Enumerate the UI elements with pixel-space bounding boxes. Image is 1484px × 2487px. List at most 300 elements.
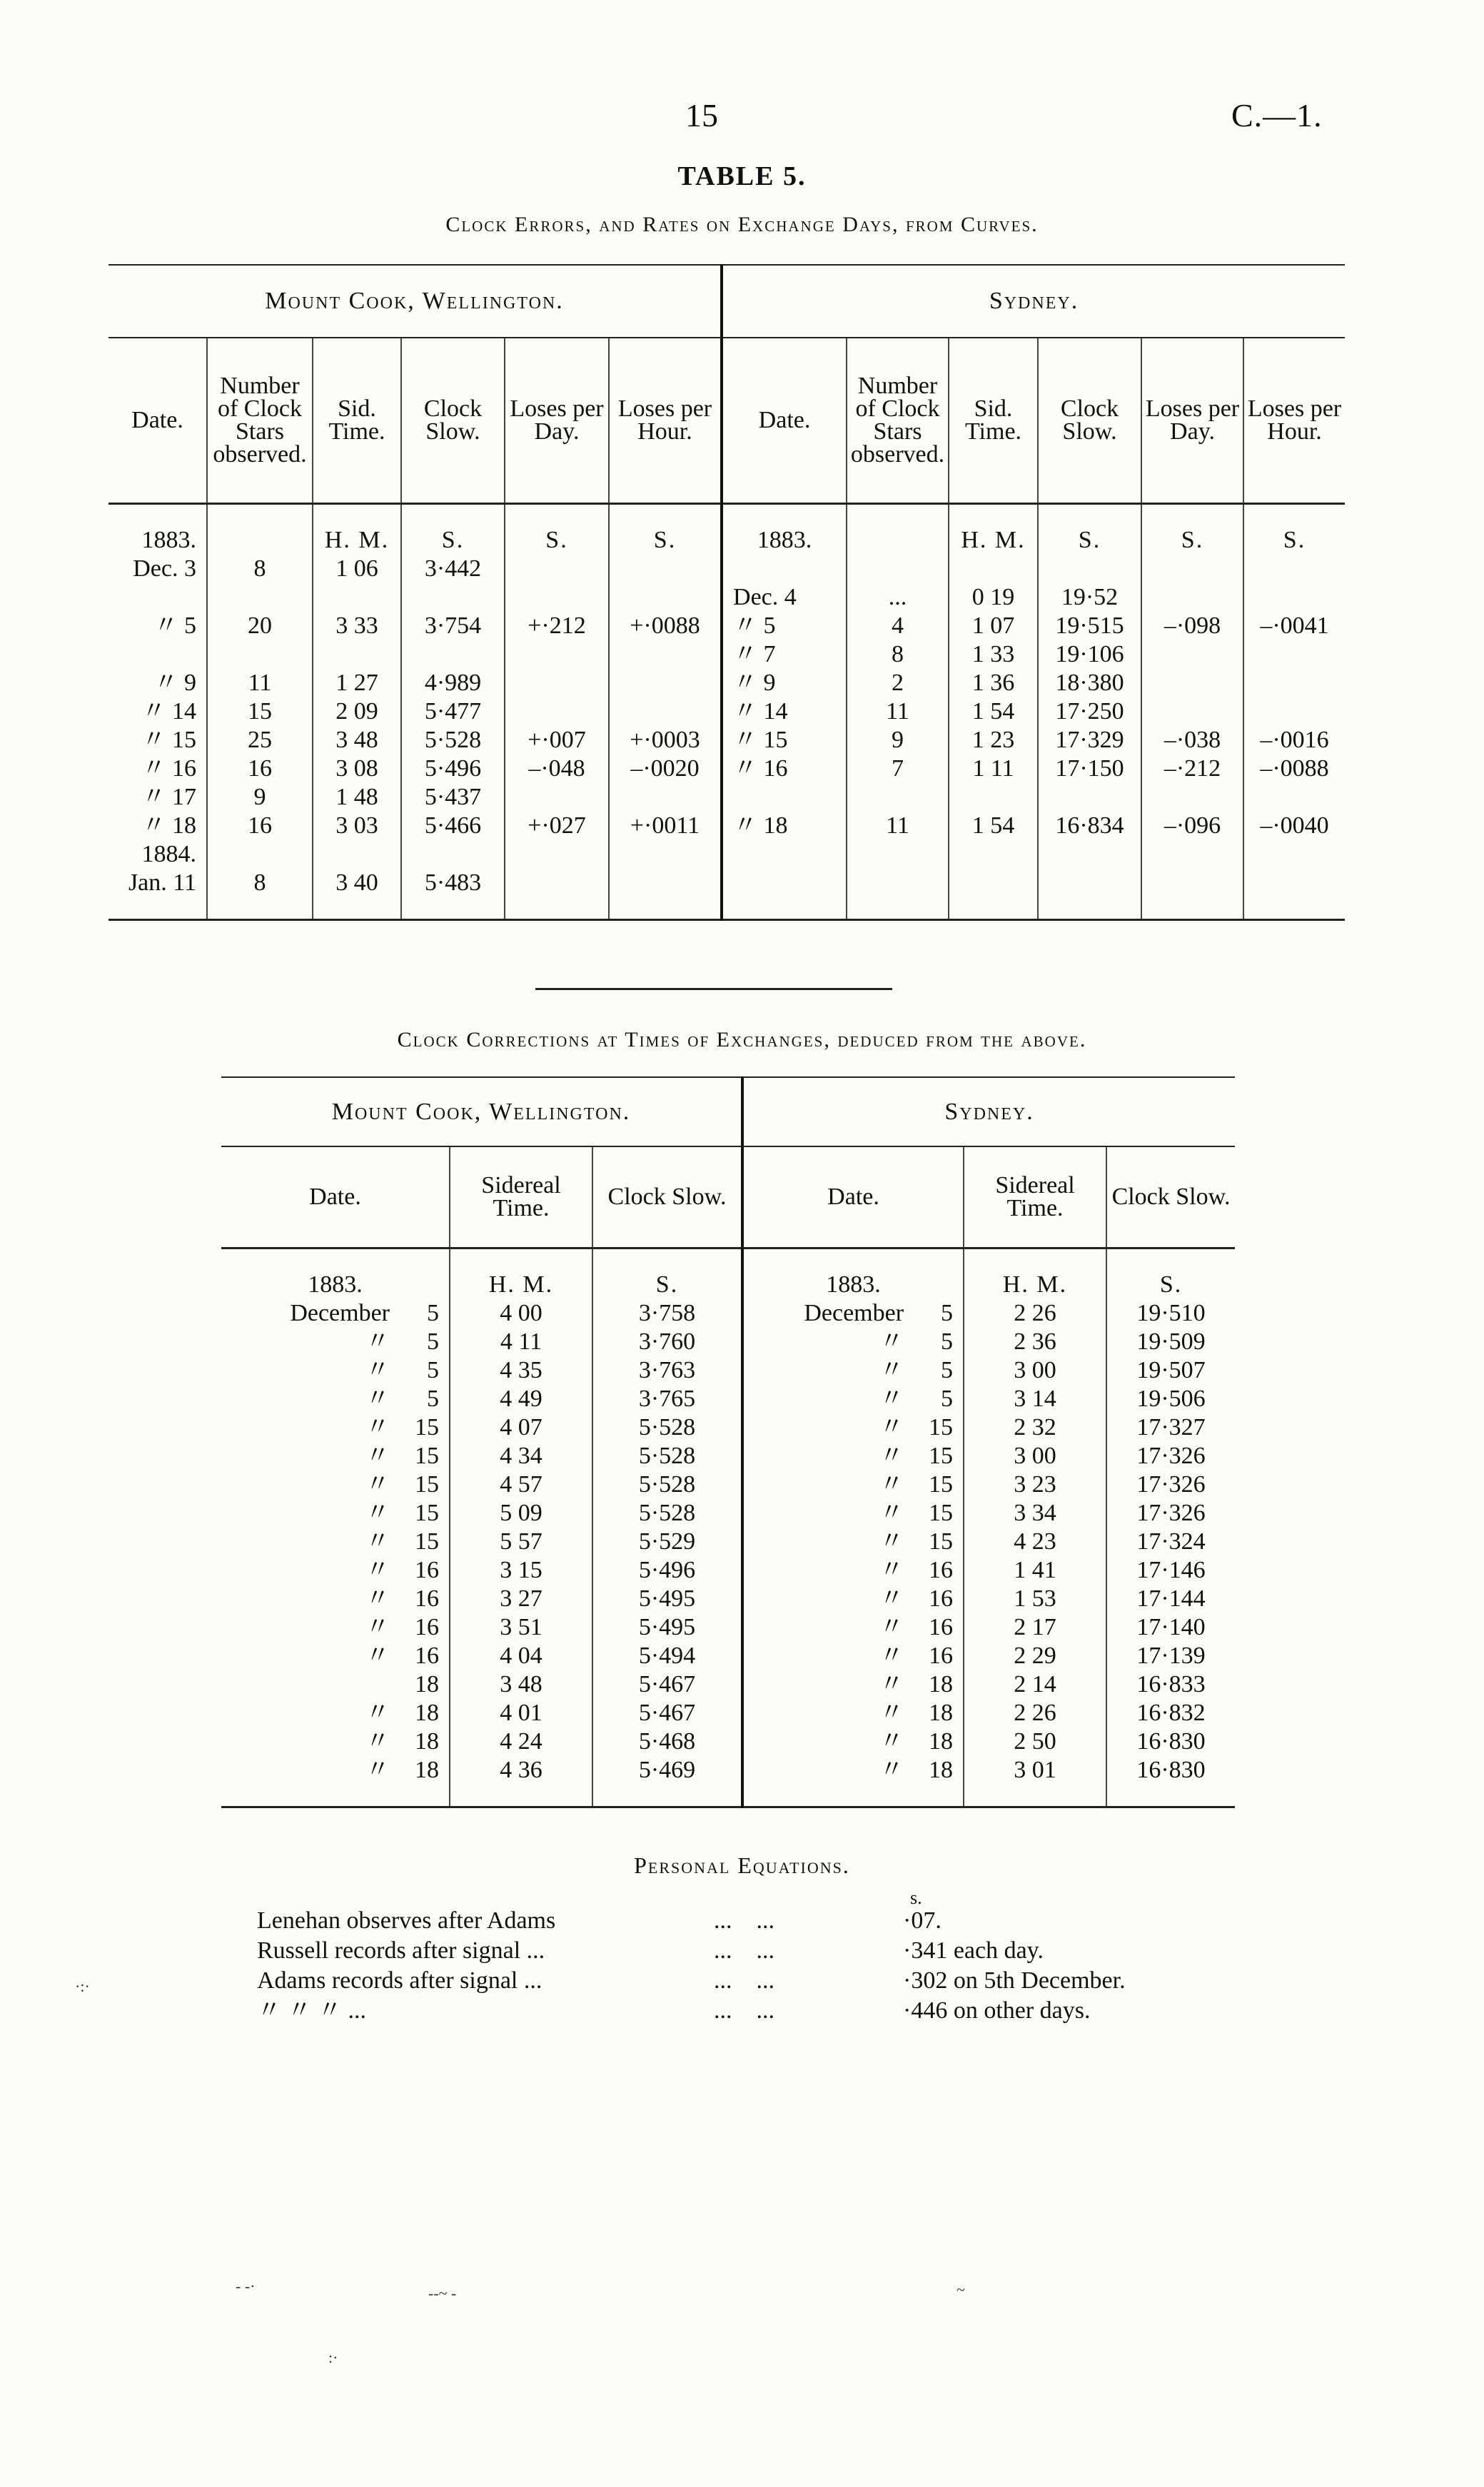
cell-sidereal-time: 3 01 bbox=[964, 1756, 1106, 1785]
unit-label: S. bbox=[592, 1271, 742, 1299]
unit-label: S. bbox=[505, 526, 609, 555]
clock-errors-table bbox=[108, 264, 1345, 921]
cell-loses-per-hour bbox=[1243, 697, 1345, 726]
cell-loses-per-day bbox=[1141, 583, 1243, 612]
unit-label: S. bbox=[1038, 526, 1141, 555]
cell-sid-time: 1 27 bbox=[313, 669, 401, 697]
cell-clock-slow bbox=[401, 583, 505, 612]
cell-sidereal-time: 5 09 bbox=[450, 1499, 592, 1528]
personal-equation-item bbox=[257, 1996, 1256, 2026]
cell-clock-slow: 16·834 bbox=[1038, 812, 1141, 840]
table-row bbox=[108, 783, 1345, 812]
cell-month: 〃 bbox=[879, 1557, 904, 1583]
cell-sidereal-time: 3 51 bbox=[450, 1613, 592, 1642]
cell-clock-slow: 16·833 bbox=[1136, 1671, 1206, 1697]
cell-sidereal-time: 1 53 bbox=[964, 1585, 1106, 1613]
table-row bbox=[221, 1699, 1235, 1727]
cell-loses-per-hour bbox=[1243, 583, 1345, 612]
cell-day: 16 bbox=[400, 1556, 450, 1585]
cell-day: 16 bbox=[914, 1556, 964, 1585]
cell-clock-slow: 5·468 bbox=[592, 1727, 742, 1756]
equation-value: ·07. bbox=[903, 1907, 942, 1934]
corrections-caption: Clock Corrections at Times of Exchanges, deduced from the above. bbox=[397, 1028, 1087, 1051]
group-mount-cook: Mount Cook, Wellington. bbox=[221, 1077, 742, 1146]
cell-month: 〃 bbox=[879, 1386, 904, 1412]
cell-day: 5 bbox=[914, 1299, 964, 1328]
cell-loses-per-day bbox=[505, 783, 609, 812]
cell-loses-per-hour bbox=[1243, 555, 1345, 583]
leader-dots: ... ... bbox=[714, 1967, 774, 1994]
cell-number-stars: 16 bbox=[207, 812, 313, 840]
cell-sid-time: 1 48 bbox=[313, 783, 401, 812]
personal-equation-item bbox=[257, 1936, 1256, 1966]
table-row bbox=[221, 1642, 1235, 1670]
cell-date: 〃 17 bbox=[108, 783, 207, 812]
cell-loses-per-day bbox=[505, 555, 609, 583]
col-header-loses-per-hour: Loses per Hour. bbox=[609, 338, 722, 504]
cell-sidereal-time: 3 23 bbox=[964, 1470, 1106, 1499]
col-header-sidereal-time: Sidereal Time. bbox=[964, 1146, 1106, 1248]
document-reference: C.—1. bbox=[1231, 97, 1323, 133]
cell-sid-time bbox=[313, 840, 401, 869]
cell-sidereal-time: 3 48 bbox=[450, 1670, 592, 1699]
cell-date bbox=[108, 640, 207, 669]
cell-day: 18 bbox=[400, 1670, 450, 1699]
cell-number-stars: 11 bbox=[847, 812, 949, 840]
cell-clock-slow: 17·146 bbox=[1136, 1557, 1206, 1583]
cell-number-stars: 15 bbox=[207, 697, 313, 726]
cell-month: 〃 bbox=[879, 1757, 904, 1783]
cell-month: 〃 bbox=[365, 1528, 390, 1555]
unit-label: H. M. bbox=[964, 1271, 1106, 1299]
cell-day: 15 bbox=[400, 1528, 450, 1556]
cell-sidereal-time: 4 24 bbox=[450, 1727, 592, 1756]
cell-sidereal-time: 4 07 bbox=[450, 1413, 592, 1442]
cell-number-stars: 11 bbox=[207, 669, 313, 697]
cell-day: 5 bbox=[400, 1328, 450, 1356]
cell-month: 〃 bbox=[879, 1585, 904, 1612]
equation-value: ·446 on other days. bbox=[903, 1997, 1091, 2024]
cell-sidereal-time: 3 34 bbox=[964, 1499, 1106, 1528]
group-mount-cook: Mount Cook, Wellington. bbox=[108, 265, 722, 338]
table-row bbox=[108, 640, 1345, 669]
table-row bbox=[108, 812, 1345, 840]
cell-day: 18 bbox=[400, 1699, 450, 1727]
cell-sid-time: 0 19 bbox=[949, 583, 1038, 612]
table-row bbox=[108, 612, 1345, 640]
cell-sidereal-time: 4 04 bbox=[450, 1642, 592, 1670]
table-row bbox=[221, 1499, 1235, 1528]
cell-loses-per-day: –·048 bbox=[505, 755, 609, 783]
table-row bbox=[221, 1670, 1235, 1699]
cell-day: 15 bbox=[914, 1470, 964, 1499]
cell-loses-per-hour bbox=[1243, 869, 1345, 897]
cell-month: 〃 bbox=[879, 1528, 904, 1555]
cell-date: 〃 15 bbox=[722, 726, 847, 755]
personal-equation-item bbox=[257, 1966, 1256, 1996]
cell-clock-slow: 19·510 bbox=[1136, 1300, 1206, 1326]
unit-label: S. bbox=[1283, 527, 1306, 553]
table-row bbox=[221, 1413, 1235, 1442]
table-row bbox=[221, 1756, 1235, 1785]
cell-number-stars: 11 bbox=[847, 697, 949, 726]
cell-loses-per-hour: –·0020 bbox=[609, 755, 722, 783]
cell-clock-slow: 17·140 bbox=[1136, 1614, 1206, 1640]
cell-day: 15 bbox=[914, 1528, 964, 1556]
cell-date: 〃 16 bbox=[722, 755, 847, 783]
cell-sid-time bbox=[313, 583, 401, 612]
cell-sid-time: 3 33 bbox=[313, 612, 401, 640]
clock-corrections-table bbox=[221, 1076, 1235, 1808]
table-row bbox=[108, 583, 1345, 612]
cell-loses-per-hour bbox=[609, 669, 722, 697]
cell-date: 〃 9 bbox=[722, 669, 847, 697]
cell-loses-per-day: +·027 bbox=[505, 812, 609, 840]
cell-loses-per-day: –·096 bbox=[1141, 812, 1243, 840]
cell-clock-slow: 5·528 bbox=[401, 726, 505, 755]
personal-equations-title: Personal Equations. bbox=[634, 1852, 850, 1878]
cell-loses-per-day: –·098 bbox=[1141, 612, 1243, 640]
cell-date: 〃 5 bbox=[722, 612, 847, 640]
cell-loses-per-hour: –·0041 bbox=[1260, 612, 1329, 639]
cell-month: 〃 bbox=[365, 1357, 390, 1383]
cell-sidereal-time: 4 00 bbox=[450, 1299, 592, 1328]
cell-clock-slow: 5·528 bbox=[592, 1413, 742, 1442]
cell-date: Dec. 3 bbox=[108, 555, 207, 583]
cell-date bbox=[722, 869, 847, 897]
cell-clock-slow: 19·509 bbox=[1136, 1328, 1206, 1355]
cell-date: 〃 18 bbox=[722, 812, 847, 840]
col-header-loses-per-hour: Loses per Hour. bbox=[1243, 338, 1345, 504]
cell-number-stars: 16 bbox=[207, 755, 313, 783]
cell-month: 〃 bbox=[879, 1471, 904, 1498]
cell-day: 16 bbox=[914, 1613, 964, 1642]
cell-loses-per-hour bbox=[1243, 640, 1345, 669]
cell-clock-slow: 19·515 bbox=[1038, 612, 1141, 640]
cell-clock-slow: 17·150 bbox=[1038, 755, 1141, 783]
cell-clock-slow bbox=[1038, 840, 1141, 869]
table-row bbox=[221, 1385, 1235, 1413]
table-row bbox=[108, 697, 1345, 726]
cell-sidereal-time: 4 34 bbox=[450, 1442, 592, 1470]
cell-sidereal-time: 2 14 bbox=[964, 1670, 1106, 1699]
cell-month: 〃 bbox=[879, 1500, 904, 1526]
col-header-clock-slow: Clock Slow. bbox=[592, 1146, 742, 1248]
equation-label: Adams records after signal ... bbox=[257, 1967, 542, 1994]
cell-day: 5 bbox=[400, 1299, 450, 1328]
unit-label: H. M. bbox=[450, 1271, 592, 1299]
cell-loses-per-hour bbox=[1243, 669, 1345, 697]
cell-number-stars: 8 bbox=[847, 640, 949, 669]
cell-clock-slow bbox=[1038, 555, 1141, 583]
cell-loses-per-hour: +·0088 bbox=[609, 612, 722, 640]
cell-month: 〃 bbox=[879, 1357, 904, 1383]
cell-number-stars: 25 bbox=[207, 726, 313, 755]
year-label: 1883. bbox=[742, 1271, 964, 1299]
unit-label: S. bbox=[609, 526, 722, 555]
cell-day: 15 bbox=[914, 1442, 964, 1470]
table-row bbox=[221, 1299, 1235, 1328]
cell-day: 18 bbox=[914, 1727, 964, 1756]
cell-date: 〃 15 bbox=[108, 726, 207, 755]
col-header-loses-per-day: Loses per Day. bbox=[505, 338, 609, 504]
cell-loses-per-hour bbox=[609, 840, 722, 869]
equation-value: ·302 on 5th December. bbox=[903, 1967, 1126, 1994]
cell-sid-time: 3 08 bbox=[313, 755, 401, 783]
cell-sid-time: 1 54 bbox=[949, 812, 1038, 840]
table-row bbox=[221, 1328, 1235, 1356]
cell-month bbox=[221, 1670, 400, 1699]
cell-clock-slow: 5·494 bbox=[592, 1642, 742, 1670]
cell-clock-slow: 17·139 bbox=[1136, 1643, 1206, 1669]
cell-sidereal-time: 2 17 bbox=[964, 1613, 1106, 1642]
cell-loses-per-day bbox=[1141, 869, 1243, 897]
cell-clock-slow: 19·106 bbox=[1038, 640, 1141, 669]
cell-sid-time: 1 23 bbox=[949, 726, 1038, 755]
cell-day: 16 bbox=[914, 1642, 964, 1670]
cell-clock-slow bbox=[1038, 869, 1141, 897]
cell-sidereal-time: 3 00 bbox=[964, 1442, 1106, 1470]
cell-month: 〃 bbox=[879, 1700, 904, 1726]
cell-date: 〃 5 bbox=[108, 612, 207, 640]
cell-clock-slow: 17·250 bbox=[1038, 697, 1141, 726]
cell-number-stars: 4 bbox=[847, 612, 949, 640]
cell-sidereal-time: 1 41 bbox=[964, 1556, 1106, 1585]
units-row bbox=[108, 526, 1345, 555]
cell-clock-slow: 17·324 bbox=[1136, 1528, 1206, 1555]
cell-number-stars: 9 bbox=[847, 726, 949, 755]
cell-day: 18 bbox=[400, 1727, 450, 1756]
cell-sidereal-time: 4 36 bbox=[450, 1756, 592, 1785]
cell-day: 5 bbox=[914, 1328, 964, 1356]
cell-loses-per-day bbox=[1141, 840, 1243, 869]
cell-clock-slow: 19·507 bbox=[1136, 1357, 1206, 1383]
col-header-number-stars: Number of Clock Stars observed. bbox=[207, 338, 313, 504]
cell-day: 18 bbox=[400, 1756, 450, 1785]
cell-month: 〃 bbox=[365, 1643, 390, 1669]
cell-clock-slow: 17·326 bbox=[1136, 1443, 1206, 1469]
group-sydney: Sydney. bbox=[722, 265, 1345, 338]
cell-loses-per-day bbox=[1141, 669, 1243, 697]
cell-clock-slow: 18·380 bbox=[1038, 669, 1141, 697]
cell-month: 〃 bbox=[365, 1414, 390, 1441]
cell-loses-per-day bbox=[1141, 697, 1243, 726]
table-row bbox=[221, 1556, 1235, 1585]
cell-loses-per-day bbox=[505, 697, 609, 726]
cell-sidereal-time: 3 14 bbox=[964, 1385, 1106, 1413]
print-speck: - -· bbox=[236, 2277, 256, 2295]
cell-sid-time: 1 07 bbox=[949, 612, 1038, 640]
table-caption: Clock Errors, and Rates on Exchange Days, from Curves. bbox=[445, 213, 1039, 236]
cell-sidereal-time: 4 35 bbox=[450, 1356, 592, 1385]
cell-month: 〃 bbox=[365, 1471, 390, 1498]
cell-sid-time: 1 54 bbox=[949, 697, 1038, 726]
cell-month: 〃 bbox=[365, 1585, 390, 1612]
cell-date bbox=[722, 840, 847, 869]
cell-sid-time bbox=[949, 869, 1038, 897]
cell-loses-per-hour: +·0011 bbox=[609, 812, 722, 840]
table-row bbox=[108, 869, 1345, 897]
cell-date: 〃 14 bbox=[722, 697, 847, 726]
cell-month: December bbox=[290, 1300, 390, 1326]
cell-number-stars bbox=[207, 583, 313, 612]
cell-clock-slow: 5·528 bbox=[592, 1470, 742, 1499]
cell-date: Jan. 11 bbox=[108, 869, 207, 897]
cell-number-stars: ... bbox=[847, 583, 949, 612]
units-row bbox=[221, 1271, 1235, 1299]
leader-dots: ... ... bbox=[714, 1997, 774, 2024]
cell-loses-per-day bbox=[505, 640, 609, 669]
cell-day: 15 bbox=[400, 1413, 450, 1442]
cell-date bbox=[722, 783, 847, 812]
cell-day: 5 bbox=[914, 1356, 964, 1385]
table-row bbox=[221, 1613, 1235, 1642]
col-header-sid-time: Sid. Time. bbox=[949, 338, 1038, 504]
cell-month: 〃 bbox=[879, 1728, 904, 1755]
cell-day: 15 bbox=[400, 1499, 450, 1528]
cell-number-stars bbox=[847, 555, 949, 583]
cell-loses-per-day: +·212 bbox=[505, 612, 609, 640]
col-header-date: Date. bbox=[742, 1146, 964, 1248]
cell-date: 1884. bbox=[108, 840, 207, 869]
cell-sid-time bbox=[949, 783, 1038, 812]
cell-day: 16 bbox=[400, 1585, 450, 1613]
cell-number-stars bbox=[207, 640, 313, 669]
cell-clock-slow: 19·506 bbox=[1136, 1386, 1206, 1412]
table-row bbox=[221, 1528, 1235, 1556]
cell-sid-time: 1 33 bbox=[949, 640, 1038, 669]
cell-loses-per-day bbox=[505, 869, 609, 897]
cell-sidereal-time: 2 36 bbox=[964, 1328, 1106, 1356]
col-header-clock-slow: Clock Slow. bbox=[401, 338, 505, 504]
cell-sidereal-time: 2 50 bbox=[964, 1727, 1106, 1756]
cell-clock-slow bbox=[401, 840, 505, 869]
cell-number-stars: 8 bbox=[207, 869, 313, 897]
cell-number-stars bbox=[847, 783, 949, 812]
table-row bbox=[108, 669, 1345, 697]
cell-clock-slow: 5·495 bbox=[592, 1585, 742, 1613]
cell-day: 5 bbox=[400, 1385, 450, 1413]
print-speck: ·:· bbox=[75, 1977, 90, 1995]
table-row bbox=[108, 555, 1345, 583]
cell-clock-slow: 19·52 bbox=[1038, 583, 1141, 612]
cell-month: 〃 bbox=[365, 1443, 390, 1469]
page-number: 15 bbox=[685, 97, 718, 133]
cell-loses-per-hour: –·0040 bbox=[1260, 812, 1329, 839]
col-header-sidereal-time: Sidereal Time. bbox=[450, 1146, 592, 1248]
cell-day: 16 bbox=[914, 1585, 964, 1613]
cell-date bbox=[108, 583, 207, 612]
cell-month: 〃 bbox=[365, 1386, 390, 1412]
cell-sidereal-time: 3 00 bbox=[964, 1356, 1106, 1385]
cell-clock-slow: 5·477 bbox=[401, 697, 505, 726]
cell-day: 16 bbox=[400, 1642, 450, 1670]
cell-loses-per-hour bbox=[1243, 840, 1345, 869]
cell-sid-time: 1 36 bbox=[949, 669, 1038, 697]
equation-label: Russell records after signal ... bbox=[257, 1937, 545, 1964]
cell-month: 〃 bbox=[879, 1443, 904, 1469]
cell-month: 〃 bbox=[879, 1614, 904, 1640]
table-row bbox=[221, 1356, 1235, 1385]
cell-clock-slow: 5·496 bbox=[401, 755, 505, 783]
cell-sidereal-time: 4 57 bbox=[450, 1470, 592, 1499]
cell-sidereal-time: 2 26 bbox=[964, 1699, 1106, 1727]
cell-date: 〃 9 bbox=[108, 669, 207, 697]
cell-number-stars: 8 bbox=[207, 555, 313, 583]
cell-sidereal-time: 3 27 bbox=[450, 1585, 592, 1613]
cell-number-stars bbox=[847, 869, 949, 897]
cell-clock-slow: 3·765 bbox=[592, 1385, 742, 1413]
cell-sid-time: 3 03 bbox=[313, 812, 401, 840]
cell-loses-per-day bbox=[1141, 555, 1243, 583]
cell-date: 〃 16 bbox=[108, 755, 207, 783]
cell-clock-slow: 5·467 bbox=[592, 1670, 742, 1699]
cell-clock-slow: 4·989 bbox=[401, 669, 505, 697]
cell-clock-slow: 3·758 bbox=[592, 1299, 742, 1328]
cell-clock-slow: 16·832 bbox=[1136, 1700, 1206, 1726]
col-header-date: Date. bbox=[722, 338, 847, 504]
cell-day: 18 bbox=[914, 1670, 964, 1699]
cell-loses-per-hour: +·0003 bbox=[609, 726, 722, 755]
cell-number-stars: 20 bbox=[207, 612, 313, 640]
cell-day: 15 bbox=[400, 1470, 450, 1499]
cell-clock-slow: 5·528 bbox=[592, 1442, 742, 1470]
unit-label: H. M. bbox=[949, 526, 1038, 555]
col-header-clock-slow: Clock Slow. bbox=[1106, 1146, 1235, 1248]
cell-clock-slow: 16·830 bbox=[1136, 1757, 1206, 1783]
cell-day: 18 bbox=[914, 1699, 964, 1727]
unit-label: S. bbox=[401, 526, 505, 555]
table-row bbox=[108, 755, 1345, 783]
personal-equation-item bbox=[257, 1906, 1256, 1936]
section-divider bbox=[535, 988, 892, 990]
cell-clock-slow: 17·326 bbox=[1136, 1471, 1206, 1498]
cell-loses-per-hour bbox=[1243, 783, 1345, 812]
cell-number-stars bbox=[847, 840, 949, 869]
unit-label: S. bbox=[1159, 1271, 1183, 1298]
cell-loses-per-hour bbox=[609, 697, 722, 726]
cell-month: 〃 bbox=[365, 1757, 390, 1783]
print-speck: :· bbox=[328, 2349, 338, 2366]
cell-loses-per-hour: –·0088 bbox=[1260, 755, 1329, 782]
cell-sid-time: 3 40 bbox=[313, 869, 401, 897]
cell-month: 〃 bbox=[879, 1643, 904, 1669]
cell-month: 〃 bbox=[365, 1614, 390, 1640]
cell-day: 5 bbox=[914, 1385, 964, 1413]
cell-sidereal-time: 5 57 bbox=[450, 1528, 592, 1556]
equation-value: ·341 each day. bbox=[903, 1937, 1044, 1964]
cell-loses-per-day bbox=[1141, 640, 1243, 669]
print-speck: -‐~ - bbox=[428, 2284, 457, 2302]
cell-day: 15 bbox=[400, 1442, 450, 1470]
cell-loses-per-hour: –·0016 bbox=[1260, 727, 1329, 753]
table-row bbox=[221, 1727, 1235, 1756]
cell-sidereal-time: 4 11 bbox=[450, 1328, 592, 1356]
unit-label: s. bbox=[910, 1887, 922, 1908]
year-label: 1883. bbox=[722, 526, 847, 555]
cell-sid-time bbox=[313, 640, 401, 669]
cell-number-stars: 9 bbox=[207, 783, 313, 812]
cell-sidereal-time: 4 23 bbox=[964, 1528, 1106, 1556]
col-header-date: Date. bbox=[221, 1146, 450, 1248]
cell-date: Dec. 4 bbox=[722, 583, 847, 612]
unit-label: S. bbox=[1141, 526, 1243, 555]
col-header-number-stars: Number of Clock Stars observed. bbox=[847, 338, 949, 504]
cell-clock-slow: 5·495 bbox=[592, 1613, 742, 1642]
cell-sid-time: 1 11 bbox=[949, 755, 1038, 783]
cell-sidereal-time: 2 32 bbox=[964, 1413, 1106, 1442]
cell-clock-slow: 17·144 bbox=[1136, 1585, 1206, 1612]
